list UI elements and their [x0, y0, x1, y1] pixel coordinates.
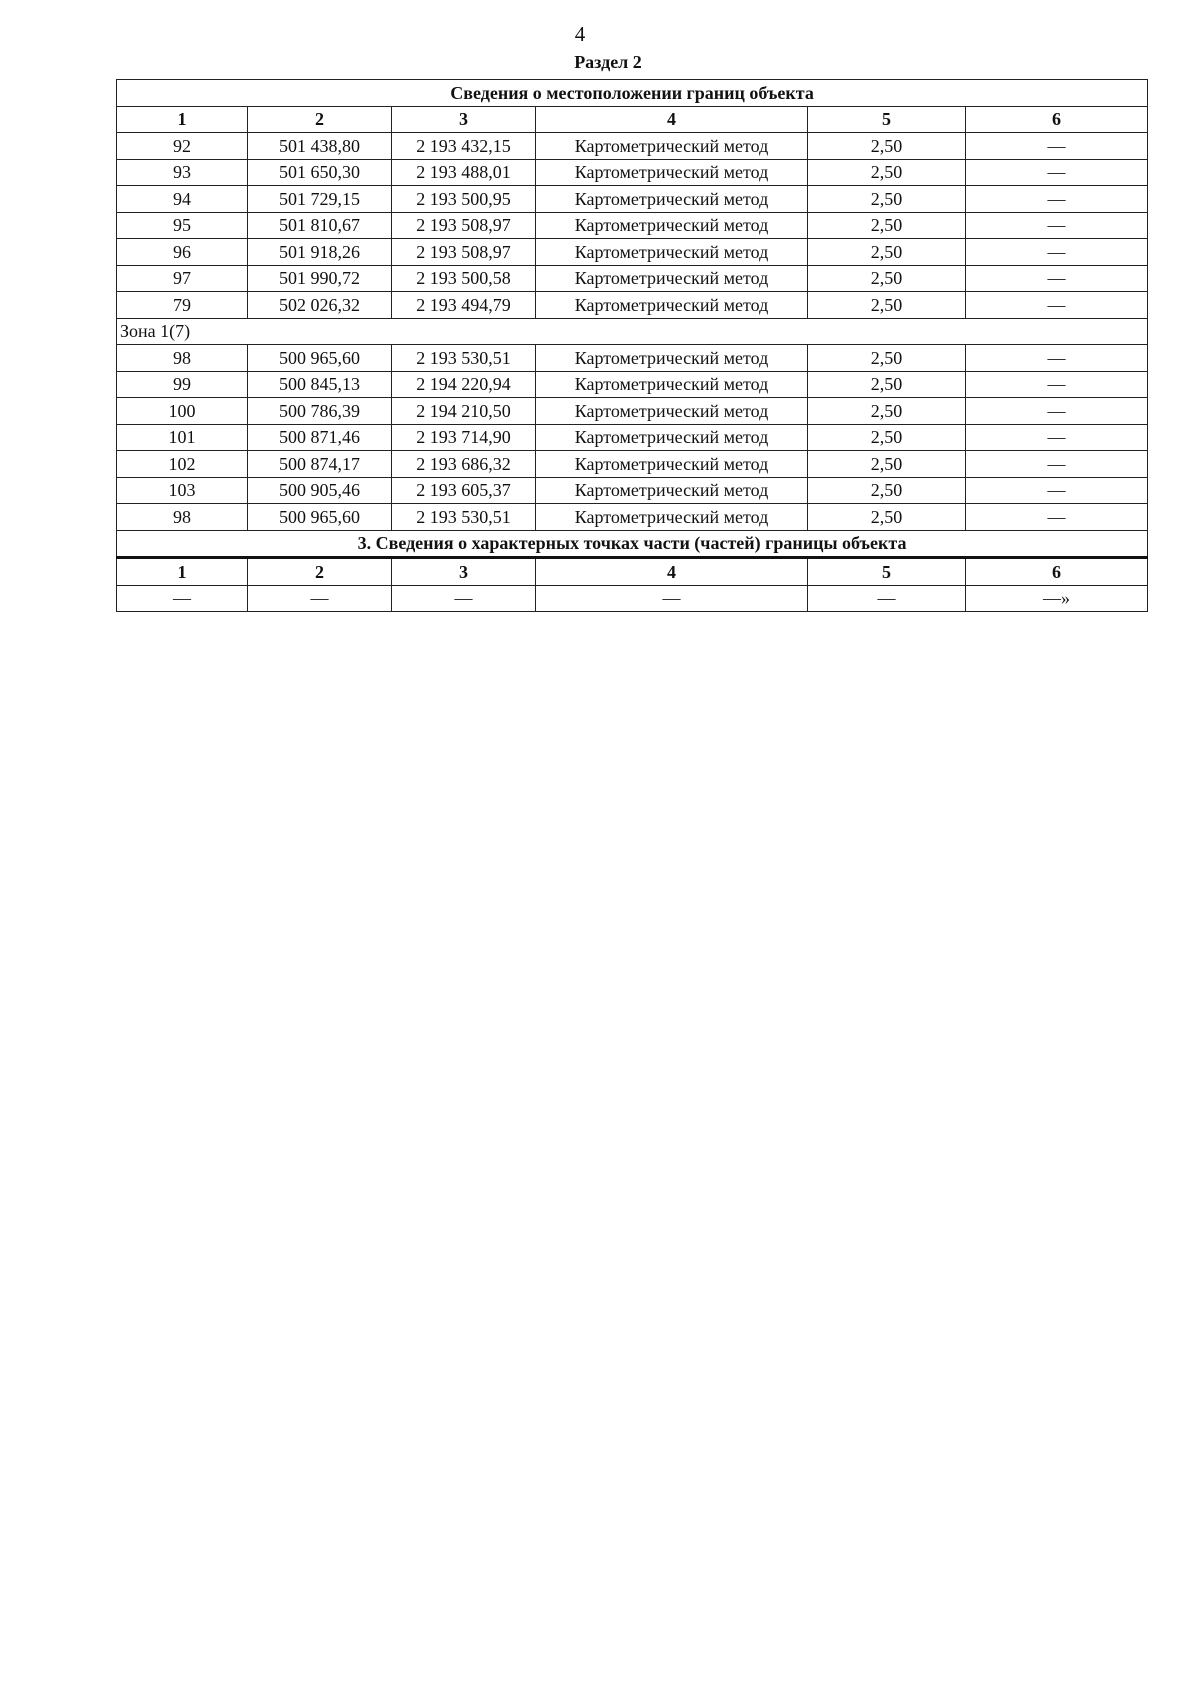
description-cell: —: [966, 292, 1148, 319]
description-cell: —: [966, 159, 1148, 186]
description-cell: —: [966, 477, 1148, 504]
accuracy-cell: 2,50: [808, 212, 966, 239]
method-cell: Картометрический метод: [536, 345, 808, 372]
parts-column-number-row: [117, 558, 1148, 586]
column-number: 3: [392, 558, 536, 586]
table-row: [117, 212, 1148, 239]
coord-y-cell: 2 193 530,51: [392, 345, 536, 372]
description-cell: —: [966, 212, 1148, 239]
table-cell: —: [117, 585, 248, 612]
page-number: 4: [574, 22, 586, 46]
coord-x-cell: 500 965,60: [248, 504, 392, 531]
coord-y-cell: 2 193 500,95: [392, 186, 536, 213]
method-cell: Картометрический метод: [536, 133, 808, 160]
column-number: 5: [808, 106, 966, 133]
table-cell: —: [536, 585, 808, 612]
accuracy-cell: 2,50: [808, 504, 966, 531]
table-title: Сведения о местоположении границ объекта: [117, 80, 1148, 107]
coord-x-cell: 501 650,30: [248, 159, 392, 186]
point-number-cell: 99: [117, 371, 248, 398]
coord-y-cell: 2 194 220,94: [392, 371, 536, 398]
table-row: [117, 133, 1148, 160]
coord-x-cell: 501 918,26: [248, 239, 392, 266]
column-number: 6: [966, 106, 1148, 133]
description-cell: —: [966, 265, 1148, 292]
table-cell: —»: [966, 585, 1148, 612]
point-number-cell: 94: [117, 186, 248, 213]
coord-y-cell: 2 193 714,90: [392, 424, 536, 451]
table-cell: —: [392, 585, 536, 612]
coord-x-cell: 500 874,17: [248, 451, 392, 478]
method-cell: Картометрический метод: [536, 159, 808, 186]
point-number-cell: 93: [117, 159, 248, 186]
method-cell: Картометрический метод: [536, 424, 808, 451]
table-row: [117, 477, 1148, 504]
table-row: [117, 292, 1148, 319]
accuracy-cell: 2,50: [808, 265, 966, 292]
boundary-table: [116, 79, 1148, 612]
table-row: [117, 424, 1148, 451]
table-cell: —: [808, 585, 966, 612]
accuracy-cell: 2,50: [808, 345, 966, 372]
coord-x-cell: 500 871,46: [248, 424, 392, 451]
parts-row: [117, 585, 1148, 612]
point-number-cell: 79: [117, 292, 248, 319]
point-number-cell: 102: [117, 451, 248, 478]
point-number-cell: 101: [117, 424, 248, 451]
column-number: 1: [117, 106, 248, 133]
method-cell: Картометрический метод: [536, 477, 808, 504]
accuracy-cell: 2,50: [808, 477, 966, 504]
table-row: [117, 371, 1148, 398]
column-number: 5: [808, 558, 966, 586]
description-cell: —: [966, 398, 1148, 425]
coord-y-cell: 2 193 686,32: [392, 451, 536, 478]
table-title-row: [117, 80, 1148, 107]
point-number-cell: 92: [117, 133, 248, 160]
table-row: [117, 265, 1148, 292]
description-cell: —: [966, 133, 1148, 160]
accuracy-cell: 2,50: [808, 292, 966, 319]
coord-y-cell: 2 193 500,58: [392, 265, 536, 292]
description-cell: —: [966, 345, 1148, 372]
coord-y-cell: 2 193 605,37: [392, 477, 536, 504]
zone-row: [117, 318, 1148, 345]
description-cell: —: [966, 186, 1148, 213]
column-number: 1: [117, 558, 248, 586]
coord-x-cell: 502 026,32: [248, 292, 392, 319]
coord-x-cell: 501 438,80: [248, 133, 392, 160]
method-cell: Картометрический метод: [536, 451, 808, 478]
coord-y-cell: 2 193 494,79: [392, 292, 536, 319]
table-row: [117, 398, 1148, 425]
accuracy-cell: 2,50: [808, 159, 966, 186]
point-number-cell: 95: [117, 212, 248, 239]
table-row: [117, 504, 1148, 531]
accuracy-cell: 2,50: [808, 371, 966, 398]
point-number-cell: 98: [117, 345, 248, 372]
column-number-row: [117, 106, 1148, 133]
method-cell: Картометрический метод: [536, 239, 808, 266]
coord-y-cell: 2 193 488,01: [392, 159, 536, 186]
column-number: 2: [248, 106, 392, 133]
method-cell: Картометрический метод: [536, 265, 808, 292]
coord-x-cell: 501 729,15: [248, 186, 392, 213]
point-number-cell: 97: [117, 265, 248, 292]
method-cell: Картометрический метод: [536, 371, 808, 398]
column-number: 4: [536, 558, 808, 586]
description-cell: —: [966, 504, 1148, 531]
column-number: 2: [248, 558, 392, 586]
zone-label: Зона 1(7): [117, 318, 1148, 345]
coord-x-cell: 500 965,60: [248, 345, 392, 372]
coord-x-cell: 501 990,72: [248, 265, 392, 292]
description-cell: —: [966, 451, 1148, 478]
coord-y-cell: 2 193 508,97: [392, 212, 536, 239]
method-cell: Картометрический метод: [536, 186, 808, 213]
description-cell: —: [966, 371, 1148, 398]
point-number-cell: 100: [117, 398, 248, 425]
coord-x-cell: 500 845,13: [248, 371, 392, 398]
point-number-cell: 96: [117, 239, 248, 266]
point-number-cell: 98: [117, 504, 248, 531]
accuracy-cell: 2,50: [808, 239, 966, 266]
coord-y-cell: 2 194 210,50: [392, 398, 536, 425]
table-row: [117, 345, 1148, 372]
coord-x-cell: 500 905,46: [248, 477, 392, 504]
parts-title-row: [117, 530, 1148, 558]
method-cell: Картометрический метод: [536, 398, 808, 425]
table-row: [117, 239, 1148, 266]
description-cell: —: [966, 239, 1148, 266]
accuracy-cell: 2,50: [808, 398, 966, 425]
parts-title: 3. Сведения о характерных точках части (частей) границы объекта: [117, 530, 1148, 558]
method-cell: Картометрический метод: [536, 504, 808, 531]
table-row: [117, 451, 1148, 478]
column-number: 6: [966, 558, 1148, 586]
method-cell: Картометрический метод: [536, 212, 808, 239]
point-number-cell: 103: [117, 477, 248, 504]
table-row: [117, 186, 1148, 213]
accuracy-cell: 2,50: [808, 186, 966, 213]
accuracy-cell: 2,50: [808, 133, 966, 160]
coord-y-cell: 2 193 530,51: [392, 504, 536, 531]
column-number: 4: [536, 106, 808, 133]
coord-x-cell: 501 810,67: [248, 212, 392, 239]
description-cell: —: [966, 424, 1148, 451]
coord-x-cell: 500 786,39: [248, 398, 392, 425]
coord-y-cell: 2 193 508,97: [392, 239, 536, 266]
section-title: Раздел 2: [574, 52, 642, 72]
accuracy-cell: 2,50: [808, 451, 966, 478]
coord-y-cell: 2 193 432,15: [392, 133, 536, 160]
accuracy-cell: 2,50: [808, 424, 966, 451]
column-number: 3: [392, 106, 536, 133]
method-cell: Картометрический метод: [536, 292, 808, 319]
table-cell: —: [248, 585, 392, 612]
table-row: [117, 159, 1148, 186]
